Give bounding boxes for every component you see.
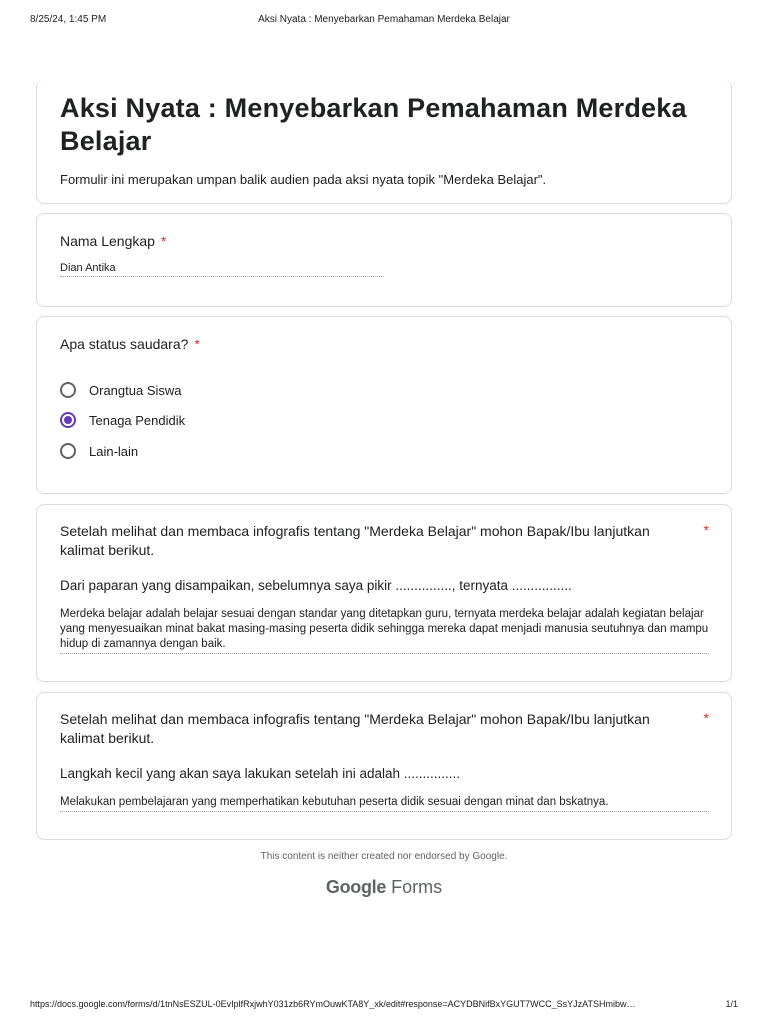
question-title-text: Nama Lengkap xyxy=(60,233,155,249)
form-header-card xyxy=(36,80,732,204)
radio-option-label: Orangtua Siswa xyxy=(89,382,182,398)
question-title-text: Setelah melihat dan membaca infografis tentang "Merdeka Belajar" mohon Bapak/Ibu lanjutkan kalimat berikut. xyxy=(60,711,650,746)
question-prompt: Dari paparan yang disampaikan, sebelumnya saya pikir ..............., ternyata ................ xyxy=(60,578,572,593)
required-asterisk: * xyxy=(194,336,200,352)
print-header xyxy=(30,14,738,28)
print-footer xyxy=(30,999,738,1013)
radio-option-orangtua-siswa[interactable] xyxy=(60,380,182,400)
radio-option-tenaga-pendidik[interactable] xyxy=(60,410,185,430)
radio-option-lain-lain[interactable] xyxy=(60,441,138,461)
question-title xyxy=(60,335,200,354)
required-asterisk: * xyxy=(160,233,167,249)
question-prompt: Langkah kecil yang akan saya lakukan setelah ini adalah ............... xyxy=(60,766,460,781)
short-answer-field[interactable]: Dian Antika xyxy=(60,262,384,277)
question-card-paparan xyxy=(36,504,732,682)
radio-button-checked-icon[interactable] xyxy=(60,412,76,428)
question-card-status xyxy=(36,316,732,494)
question-title-text: Setelah melihat dan membaca infografis tentang "Merdeka Belajar" mohon Bapak/Ibu lanjutkan kalimat berikut. xyxy=(60,523,650,558)
question-title xyxy=(60,232,166,251)
radio-option-label: Tenaga Pendidik xyxy=(89,412,186,428)
radio-option-label: Lain-lain xyxy=(89,443,139,459)
print-url: https://docs.google.com/forms/d/1tnNsESZUL-0EvIplfRxjwhY031zb6RYmOuwKTA8Y_xk/edit#response=ACYDBNifBxYGUT7WCC_SsYJzATSHmibw… xyxy=(30,999,636,1009)
print-datetime: 8/25/24, 1:45 PM xyxy=(30,14,107,25)
google-wordmark: Google xyxy=(325,877,387,897)
long-answer-field[interactable]: Merdeka belajar adalah belajar sesuai dengan standar yang ditetapkan guru, ternyata merdeka belajar adalah kegiatan belajar yang menyesuaikan minat bakat masing-masing peserta didik sehingga mereka dapat menjadi manusia seutuhnya dan mampu hidup di zamannya dengan baik. xyxy=(60,607,709,654)
long-answer-field[interactable]: Melakukan pembelajaran yang memperhatikan kebutuhan peserta didik sesuai dengan minat dan bskatnya. xyxy=(60,795,709,812)
question-title-text: Apa status saudara? xyxy=(60,336,189,352)
radio-button-icon[interactable] xyxy=(60,382,76,398)
google-forms-logo[interactable] xyxy=(0,877,768,898)
question-card-name xyxy=(36,213,732,307)
form-title: Aksi Nyata : Menyebarkan Pemahaman Merdeka Belajar xyxy=(60,93,687,156)
google-disclaimer: This content is neither created nor endorsed by Google. xyxy=(260,851,508,862)
radio-button-icon[interactable] xyxy=(60,443,76,459)
print-page-number: 1/1 xyxy=(725,999,738,1009)
form-description: Formulir ini merupakan umpan balik audien pada aksi nyata topik "Merdeka Belajar". xyxy=(60,172,547,187)
question-card-langkah xyxy=(36,692,732,840)
required-asterisk: * xyxy=(703,522,709,538)
print-doc-title: Aksi Nyata : Menyebarkan Pemahaman Merdeka Belajar xyxy=(258,14,510,25)
required-asterisk: * xyxy=(703,710,709,726)
forms-wordmark: Forms xyxy=(391,877,443,897)
